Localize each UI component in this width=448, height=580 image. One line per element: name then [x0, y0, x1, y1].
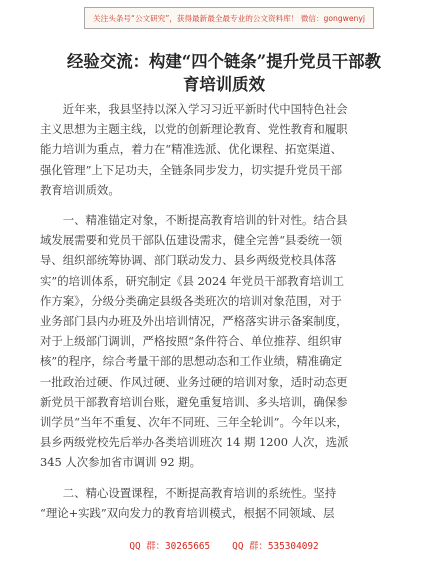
- paragraph-line: 业务部门县内办班及外出培训情况，严格落实讲示备案制度，: [40, 314, 348, 329]
- paragraph-line: 县乡两级党校先后举办各类培训班次 14 期 1200 人次，选派: [40, 435, 349, 450]
- document-body: [40, 99, 410, 533]
- paragraph-line: 作方案》，分级分类确定县级各类班次的培训对象范围，对于: [40, 293, 342, 308]
- paragraph: [40, 483, 410, 523]
- document-title: [40, 50, 408, 96]
- paragraph-line: 新党员干部教育培训台账，避免重复培训、多头培训，确保参: [40, 394, 348, 409]
- paragraph-line: 域发展需要和党员干部队伍建设需求，健全完善“县委统一领: [40, 233, 342, 248]
- paragraph-line: 对于上级部门调训，严格按照“条件符合、单位推荐、组织审: [40, 334, 342, 349]
- paragraph: [40, 210, 410, 473]
- paragraph-line: 核”的程序，综合考量干部的思想动态和工作业绩，精准确定: [40, 354, 342, 369]
- paragraph-line: 一批政治过硬、作风过硬、业务过硬的培训对象，适时动态更: [40, 374, 348, 389]
- paragraph-line: 强化管理”上下足功夫，全链条同步发力，切实提升党员干部: [40, 162, 342, 177]
- paragraph-line: 实”的培训体系，研究制定《县 2024 年党员干部教育培训工: [40, 273, 345, 288]
- footer-contacts: [0, 538, 448, 558]
- paragraph-line: 导、组织部统筹协调、部门联动发力、县乡两级党校具体落: [40, 253, 337, 268]
- paragraph-line: 能力培训为重点，着力在“精准选派、优化课程、拓宽渠道、: [40, 142, 342, 157]
- paragraph-line: 一、精准锚定对象，不断提高教育培训的针对性。结合县: [62, 213, 348, 228]
- paragraph-line: 教育培训质效。: [40, 182, 120, 197]
- promo-banner: 关注头条号“公文研究”，获得最新最全最专业的公文资料库！ 微信：gongwenyj: [84, 7, 374, 29]
- paragraph-line: 近年来，我县坚持以深入学习习近平新时代中国特色社会: [62, 102, 348, 116]
- paragraph-line: 主义思想为主题主线，以党的创新理论教育、党性教育和履职: [40, 122, 348, 137]
- paragraph-line: 训学员“当年不重复、次年不同班、三年全轮训”。今年以来，: [40, 415, 348, 430]
- title-line-2: 育培训质效: [183, 75, 265, 94]
- footer-qq-group-2: QQ 群：535304092: [232, 541, 319, 552]
- footer-qq-group-1: QQ 群：30265665: [129, 541, 211, 552]
- paragraph-line: “理论+实践”双向发力的教育培训模式，根据不同领域、层: [40, 505, 335, 520]
- paragraph-line: 345 人次参加省市调训 92 期。: [40, 455, 202, 470]
- title-line-1: 经验交流：构建“四个链条”提升党员干部教: [67, 52, 381, 71]
- paragraph-line: 二、精心设置课程，不断提高教育培训的系统性。坚持: [62, 485, 337, 500]
- paragraph: [40, 99, 410, 200]
